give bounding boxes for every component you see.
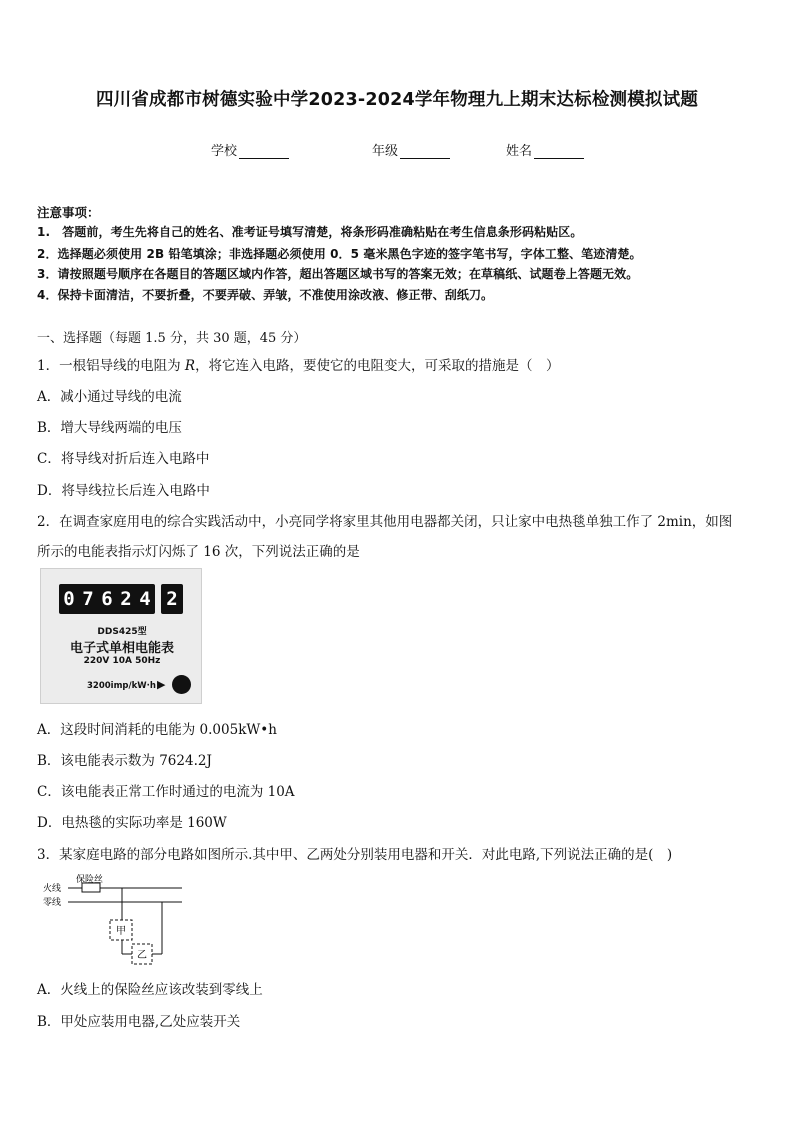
q2-option-d[interactable]: D．电热毯的实际功率是 160W (37, 815, 227, 831)
meter-digit: 2 (120, 588, 132, 610)
q1-option-a[interactable]: A．减小通过导线的电流 (37, 389, 182, 405)
meter-digit: 0 (63, 588, 75, 610)
live-wire-label: 火线 (43, 884, 62, 894)
name-field (506, 140, 584, 159)
school-field (211, 140, 289, 159)
school-label: 学校 (211, 144, 238, 159)
q1-stem: 1．一根铝导线的电阻为 R，将它连入电路，要使它的电阻变大，可采取的措施是（ ） (37, 358, 560, 374)
meter-reading-integer (59, 584, 155, 614)
notice-item-4: 4．保持卡面清洁，不要折叠，不要弄破、弄皱，不准使用涂改液、修正带、刮纸刀。 (37, 288, 494, 302)
meter-name: 电子式单相电能表 (69, 641, 174, 656)
q1-option-b[interactable]: B．增大导线两端的电压 (37, 420, 182, 436)
meter-model: DDS425型 (97, 627, 147, 637)
grade-label: 年级 (372, 144, 399, 159)
q2-option-a[interactable]: A．这段时间消耗的电能为 0.005kW•h (37, 722, 277, 738)
meter-arrow-icon: ▶ (157, 678, 166, 691)
meter-digit: 4 (139, 588, 151, 610)
grade-blank[interactable] (400, 146, 450, 159)
q3-option-a[interactable]: A．火线上的保险丝应该改装到零线上 (37, 982, 263, 998)
name-label: 姓名 (506, 144, 533, 159)
section-heading: 一、选择题（每题 1.5 分，共 30 题，45 分） (37, 331, 307, 346)
page-title: 四川省成都市树德实验中学2023-2024学年物理九上期末达标检测模拟试题 (95, 90, 699, 110)
meter-spec: 220V 10A 50Hz (83, 656, 161, 666)
q2-option-c[interactable]: C．该电能表正常工作时通过的电流为 10A (37, 784, 295, 800)
yi-label: 乙 (137, 950, 147, 961)
neutral-wire-label: 零线 (43, 898, 62, 908)
meter-digit: 7 (82, 588, 94, 610)
q3-stem: 3．某家庭电路的部分电路如图所示.其中甲、乙两处分别装用电器和开关．对此电路,下列说法正确的是( ) (37, 847, 673, 863)
name-blank[interactable] (534, 146, 584, 159)
student-info-row (0, 140, 794, 160)
q2-stem-line1: 2．在调查家庭用电的综合实践活动中，小亮同学将家里其他用电器都关闭，只让家中电热毯单独工作了 2min，如图 (37, 514, 733, 530)
meter-digit: 6 (101, 588, 113, 610)
electric-meter-image (40, 568, 202, 704)
notice-item-1: 1. 答题前，考生先将自己的姓名、准考证号填写清楚，将条形码准确粘贴在考生信息条形码粘贴区。 (37, 225, 583, 239)
circuit-diagram (40, 872, 190, 972)
q1-option-d[interactable]: D．将导线拉长后连入电路中 (37, 483, 210, 499)
q1-variable-r: R (184, 358, 196, 374)
notice-item-3: 3．请按照题号顺序在各题目的答题区域内作答，超出答题区域书写的答案无效；在草稿纸、试题卷上答题无效。 (37, 267, 639, 281)
meter-imp-constant: 3200imp/kW·h (87, 681, 156, 691)
meter-reading-decimal (161, 584, 183, 614)
meter-decimal-digit: 2 (166, 588, 178, 610)
q1-option-c[interactable]: C．将导线对折后连入电路中 (37, 451, 210, 467)
jia-label: 甲 (116, 926, 126, 937)
q3-option-b[interactable]: B．甲处应装用电器,乙处应装开关 (37, 1014, 241, 1030)
notice-heading: 注意事项： (37, 205, 100, 220)
q2-stem-line2: 所示的电能表指示灯闪烁了 16 次，下列说法正确的是 (37, 544, 360, 560)
school-blank[interactable] (239, 146, 289, 159)
grade-field (372, 140, 450, 159)
fuse-label: 保险丝 (76, 875, 104, 885)
meter-indicator-light (172, 675, 191, 694)
notice-item-2: 2．选择题必须使用 2B 铅笔填涂；非选择题必须使用 0．5 毫米黑色字迹的签字笔书写，字体工整、笔迹清楚。 (37, 247, 642, 261)
q2-option-b[interactable]: B．该电能表示数为 7624.2J (37, 753, 212, 769)
